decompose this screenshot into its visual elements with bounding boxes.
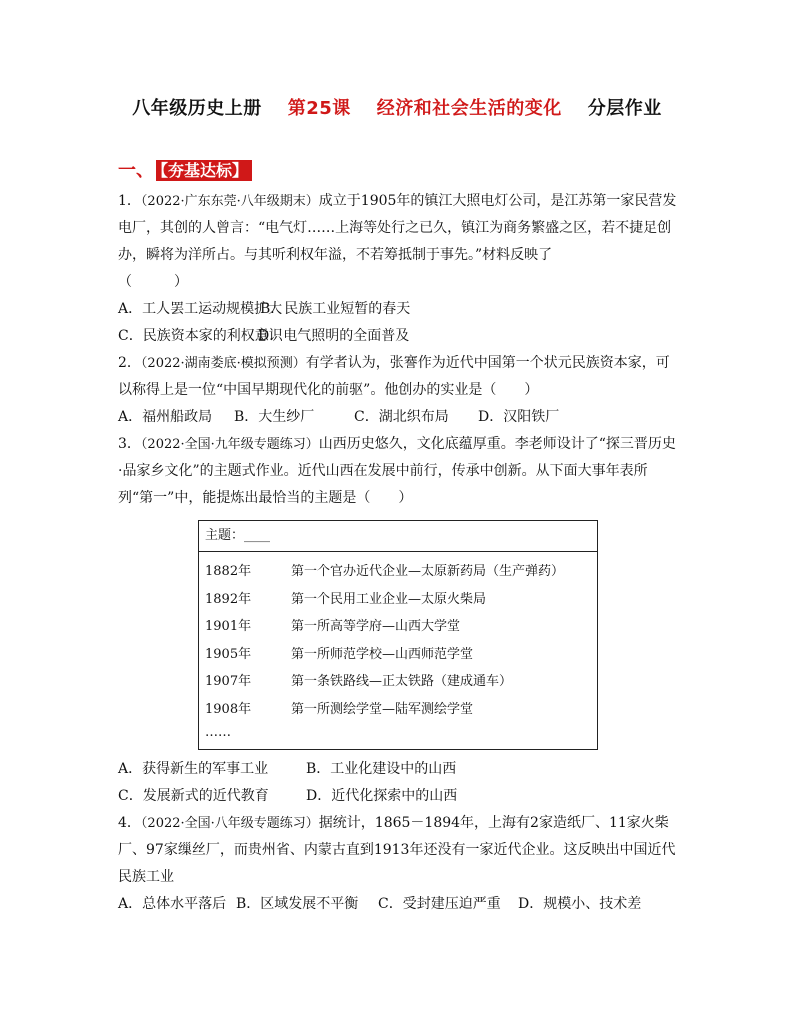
q3-number: 3． [118,436,141,452]
table-row [205,696,597,724]
table-row [205,558,597,586]
q2-number: 2． [118,355,141,371]
q4-source: （2022·全国·八年级专题练习） [140,816,319,831]
q2-source: （2022·湖南娄底·模拟预测） [140,356,306,371]
question-4 [118,810,678,891]
question-3 [118,431,678,512]
q3-options-row-2 [118,783,678,810]
q1-options-row-1 [118,296,678,323]
table-rows [199,552,597,749]
q4-stem: 据统计，1865－1894年，上海有2家造纸厂、11家火柴厂、97家缫丝厂，而贵州省、内蒙古直到1913年还没有一家近代企业。这反映出中国近代民族工业 [118,815,676,885]
q1-option-d: D．电气照明的全面普及 [258,328,410,344]
q1-option-c: C．民族资本家的利权意识 [118,328,283,344]
q2-option-c: C．湖北织布局 [354,409,449,425]
table-year: 1882年 [205,564,252,579]
table-row [205,613,597,641]
table-row [205,668,597,696]
table-year: 1901年 [205,619,252,634]
q3-option-b: B．工业化建设中的山西 [306,761,457,777]
q2-option-b: B．大生纱厂 [234,409,315,425]
q4-option-c: C．受封建压迫严重 [378,896,501,912]
q1-option-a: A．工人罢工运动规模扩大 [118,301,283,317]
section-number: 一、 [118,160,154,181]
table-row [205,586,597,614]
table-year: 1905年 [205,646,252,662]
q3-option-d: D．近代化探索中的山西 [306,788,458,804]
q1-options-row-2 [118,323,678,350]
q3-source: （2022·全国·九年级专题练习） [140,437,319,452]
q1-stem: 成立于1905年的镇江大照电灯公司，是江苏第一家民营发电厂，其创的人曾言：“电气灯……上海等处行之已久，镇江为商务繁盛之区，若不捷足创办，瞬将为洋所占。与其听利权年溢，不若筹抵制于事先。”材料反映了 [118,193,677,263]
q3-option-c: C．发展新式的近代教育 [118,788,269,804]
question-2 [118,350,678,404]
q1-option-b: B．民族工业短暂的春天 [260,301,411,317]
table-event: 第一所高等学府—山西大学堂 [291,619,461,634]
q1-number: 1． [118,193,141,209]
page-title [0,94,794,120]
q4-number: 4． [118,815,141,831]
section-heading [118,156,252,182]
questions-body [118,188,678,918]
chronology-table [198,520,598,750]
q4-option-a: A．总体水平落后 [118,896,227,912]
table-event: 第一所测绘学堂—陆军测绘学堂 [291,701,474,717]
title-homework-type: 分层作业 [587,98,662,119]
q1-source: （2022·广东东莞·八年级期末） [140,194,319,209]
q3-stem: 山西历史悠久，文化底蕴厚重。李老师设计了“探三晋历史·品家乡文化”的主题式作业。近代山西在发展中前行，传承中创新。从下面大事年表所列“第一”中，能提炼出最恰当的主题是（ ） [118,436,676,506]
table-event: 第一条铁路线—正太铁路（建成通车） [291,674,513,689]
q2-options-row [118,404,678,431]
table-year: 1907年 [205,674,252,689]
q4-option-d: D．规模小、技术差 [518,896,642,912]
table-year: 1908年 [205,701,252,717]
table-ellipsis: …… [205,725,231,740]
q2-stem: 有学者认为，张謇作为近代中国第一个状元民族资本家，可以称得上是一位“中国早期现代化的前驱”。他创办的实业是（ ） [118,355,670,398]
q1-answer-blank: （ ） [118,274,188,290]
q2-option-a: A．福州船政局 [118,409,213,425]
q4-option-b: B．区域发展不平衡 [236,896,359,912]
section-tag: 【夯基达标】 [156,160,252,181]
q2-option-d: D．汉阳铁厂 [478,409,560,425]
table-event: 第一所师范学校—山西师范学堂 [291,646,474,662]
title-lesson-name: 经济和社会生活的变化 [376,98,562,119]
q3-options-row-1 [118,756,678,783]
title-grade: 八年级历史上册 [132,98,262,119]
table-theme-header: 主题：____ [199,521,597,552]
table-year: 1892年 [205,591,252,607]
q3-option-a: A．获得新生的军事工业 [118,761,269,777]
table-event: 第一个官办近代企业—太原新药局（生产弹药） [291,564,565,579]
q4-options-row [118,891,678,918]
title-lesson-number: 第25课 [287,98,351,119]
question-1 [118,188,678,296]
table-event: 第一个民用工业企业—太原火柴局 [291,591,487,607]
table-row [205,641,597,669]
